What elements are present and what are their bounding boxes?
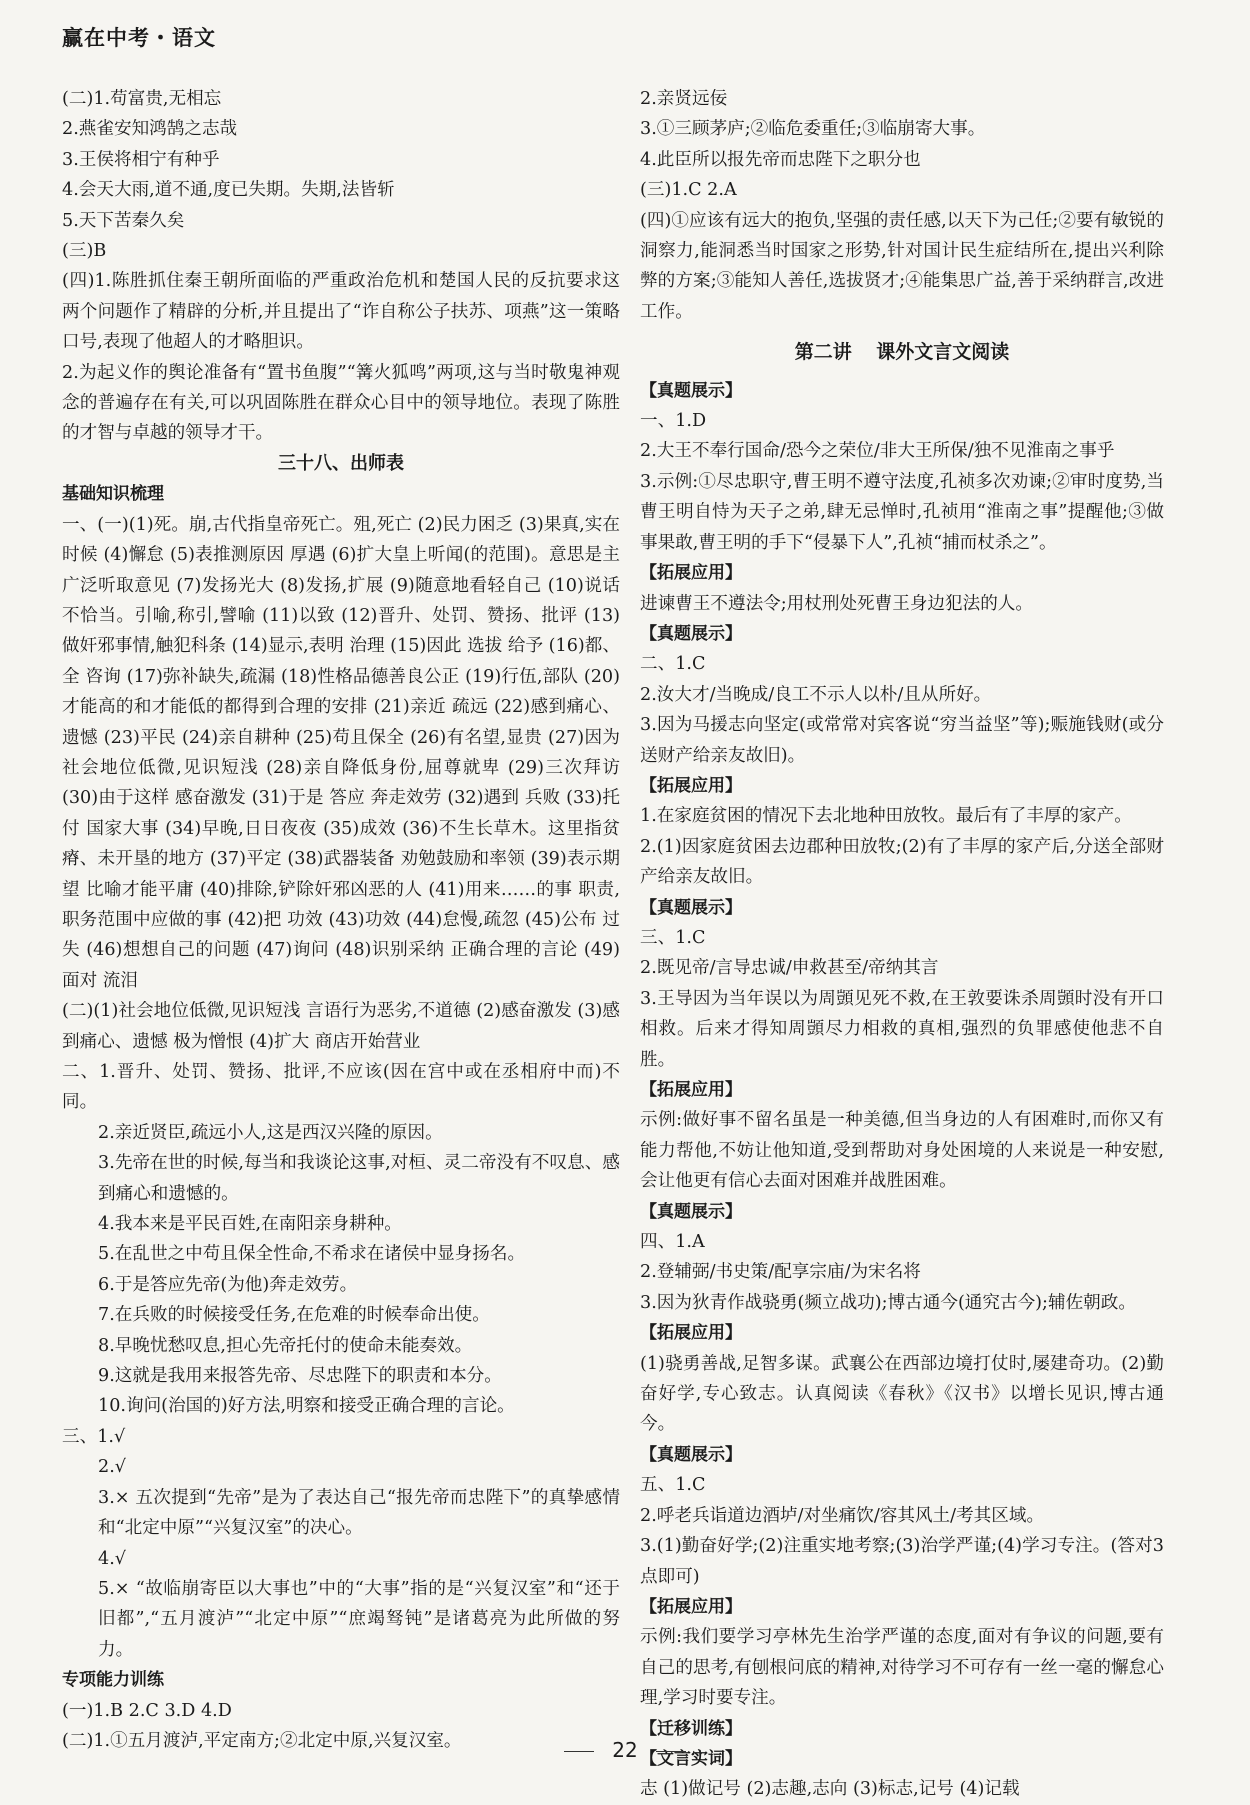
section-tag: 【拓展应用】 [640,563,742,584]
answer-paragraph: 示例:我们要学习亭林先生治学严谨的态度,面对有争议的问题,要有自己的思考,有刨根问底的精神,对待学习不可存有一丝一毫的懈怠心理,学习时要专注。 [640,1627,1164,1709]
answer-paragraph: 五、1.C [640,1475,706,1496]
answer-paragraph: 3.(1)勤奋好学;(2)注重实地考察;(3)治学严谨;(4)学习专注。(答对3点即可) [640,1536,1164,1587]
answer-paragraph: 2.燕雀安知鸿鹄之志哉 [62,119,238,140]
answer-paragraph: 3.①三顾茅庐;②临危委重任;③临崩寄大事。 [640,119,986,140]
answer-paragraph: (二)1.①五月渡泸,平定南方;②北定中原,兴复汉室。 [62,1730,462,1751]
section-tag: 【拓展应用】 [640,1323,742,1344]
book-header-title: 赢在中考・语文 [62,26,216,50]
footer-dash-left [564,1751,594,1752]
answer-paragraph: 2.为起义作的舆论准备有“置书鱼腹”“篝火狐鸣”两项,这与当时敬鬼神观念的普遍存在有关,可以巩固陈胜在群众心目中的领导地位。表现了陈胜的才智与卓越的领导才干。 [62,362,620,444]
answer-paragraph: 三、1.C [640,927,706,948]
answer-paragraph: 1.在家庭贫困的情况下去北地种田放牧。最后有了丰厚的家产。 [640,806,1132,827]
answer-paragraph: 3.先帝在世的时候,每当和我谈论这事,对桓、灵二帝没有不叹息、感到痛心和遗憾的。 [98,1153,620,1204]
section-tag: 【真题展示】 [640,897,742,918]
answer-paragraph: 3.王导因为当年误以为周顗见死不救,在王敦要诛杀周顗时没有开口相救。后来才得知周顗尽力相救的真相,强烈的负罪感使他悲不自胜。 [640,988,1164,1070]
section-tag: 【文言实词】 [640,1748,742,1769]
answer-paragraph: 3.示例:①尽忠职守,曹王明不遵守法度,孔祯多次劝谏;②审时度势,当曹王明自恃为天子之弟,肆无忌惮时,孔祯用“淮南之事”提醒他;③做事果敢,曹王明的手下“侵暴下人”,孔祯“捕而杖杀之”。 [640,471,1164,553]
section-tag: 【真题展示】 [640,623,742,644]
subsection-title: 专项能力训练 [62,1670,164,1691]
answer-paragraph: 2.亲贤远佞 [640,89,728,109]
answer-paragraph: 2.呼老兵诣道边酒垆/对坐痛饮/容其风土/考其区域。 [640,1505,1045,1526]
answer-paragraph: 进谏曹王不遵法令;用杖刑处死曹王身边犯法的人。 [640,593,1033,614]
left-column [62,84,620,1756]
answer-paragraph: (1)骁勇善战,足智多谋。武襄公在西部边境打仗时,屡建奇功。(2)勤奋好学,专心致志。认真阅读《春秋》《汉书》以增长见识,博古通今。 [640,1353,1164,1435]
section-title: 三十八、出师表 [278,452,404,474]
answer-paragraph: 9.这就是我用来报答先帝、尽忠陛下的职责和本分。 [98,1366,502,1387]
lecture-title: 第二讲 课外文言文阅读 [794,341,1010,364]
section-tag: 【真题展示】 [640,1201,742,1222]
section-tag: 【真题展示】 [640,380,742,401]
subsection-title: 基础知识梳理 [62,484,164,505]
answer-paragraph: 4.√ [98,1548,126,1569]
answer-paragraph: 8.早晚忧愁叹息,担心先帝托付的使命未能奏效。 [98,1335,473,1356]
section-tag: 【真题展示】 [640,1444,742,1465]
answer-paragraph: 7.在兵败的时候接受任务,在危难的时候奉命出使。 [98,1305,490,1326]
answer-paragraph: 2.大王不奉行国命/恐今之荣位/非大王所保/独不见淮南之事乎 [640,441,1115,462]
answer-paragraph: (四)1.陈胜抓住秦王朝所面临的严重政治危机和楚国人民的反抗要求这两个问题作了精辟的分析,并且提出了“诈自称公子扶苏、项燕”这一策略口号,表现了他超人的才略胆识。 [62,271,620,353]
page-number: 22 [612,1738,638,1762]
answer-paragraph: 一、1.D [640,411,707,432]
answer-paragraph: (四)①应该有远大的抱负,坚强的责任感,以天下为己任;②要有敏锐的洞察力,能洞悉当时国家之形势,针对国计民生症结所在,提出兴利除弊的方案;③能知人善任,选拔贤才;④能集思广益,善于采纳群言,改进工作。 [640,210,1164,322]
answer-paragraph: 示例:做好事不留名虽是一种美德,但当身边的人有困难时,而你又有能力帮他,不妨让他知道,受到帮助对身处困境的人来说是一种安慰,会让他更有信心去面对困难并战胜困难。 [640,1110,1164,1192]
answer-paragraph: 4.会天大雨,道不通,度已失期。失期,法皆斩 [62,180,395,201]
answer-paragraph: 5.天下苦秦久矣 [62,210,185,231]
answer-paragraph: (三)B [62,241,107,262]
section-tag: 【迁移训练】 [640,1718,742,1739]
answer-paragraph: 二、1.C [640,654,706,675]
answer-paragraph: 5.× “故临崩寄臣以大事也”中的“大事”指的是“兴复汉室”和“还于旧都”,“五月渡泸”“北定中原”“庶竭驽钝”是诸葛亮为此所做的努力。 [98,1578,620,1660]
answer-paragraph: 5.在乱世之中苟且保全性命,不希求在诸侯中显身扬名。 [98,1244,526,1265]
answer-paragraph: (二)1.苟富贵,无相忘 [62,89,222,109]
answer-paragraph: 四、1.A [640,1232,705,1253]
section-tag: 【拓展应用】 [640,1080,742,1100]
section-tag: 【拓展应用】 [640,1596,742,1617]
answer-paragraph: 10.询问(治国的)好方法,明察和接受正确合理的言论。 [98,1396,515,1417]
page-footer [0,1738,1250,1762]
answer-paragraph: 2.既见帝/言导忠诚/申救甚至/帝纳其言 [640,958,939,979]
footer-dash-right [656,1751,686,1752]
answer-paragraph: 2.汝大才/当晚成/良工不示人以朴/且从所好。 [640,684,992,705]
answer-paragraph: 2.亲近贤臣,疏远小人,这是西汉兴隆的原因。 [98,1122,443,1143]
answer-paragraph: 二、1.晋升、处罚、赞扬、批评,不应该(因在宫中或在丞相府中而)不同。 [62,1062,620,1113]
right-column [640,84,1164,1805]
answer-paragraph: 一、(一)(1)死。崩,古代指皇帝死亡。殂,死亡 (2)民力困乏 (3)果真,实在 时候 (4)懈怠 (5)表推测原因 厚遇 (6)扩大皇上听闻(的范围)。意思是主广泛听取意见 (7)发扬光大 (8)发扬,扩展 (9)随意地看轻自己 (10)说话不恰当。引喻,称引,譬喻 (11)以致 (12)晋升、处罚、赞扬、批评 (13)做奸邪事情,触犯科条 (14)显示,表明 治理 (15)因此 选拔 给予 (16)都、全 咨询 (17)弥补缺失,疏漏 (18)性格品德善良公正 (19)行伍,部队 (20)才能高的和才能低的都得到合理的安排 (21)亲近 疏远 (22)感到痛心、遗憾 (23)平民 (24)亲自耕种 (25)苟且保全 (26)有名望,显贵 (27)因为 社会地位低微,见识短浅 (28)亲自降低身份,屈尊就卑 (29)三次拜访 (30)由于这样 感奋激发 (31)于是 答应 奔走效劳 (32)遇到 兵败 (33)托付 国家大事 (34)早晚,日日夜夜 (35)成效 (36)不生长草木。这里指贫瘠、未开垦的地方 (37)平定 (38)武器装备 劝勉鼓励和率领 (39)表示期望 比喻才能平庸 (40)排除,铲除奸邪凶恶的人 (41)用来……的事 职责,职务范围中应做的事 (42)把 功效 (43)功效 (44)怠慢,疏忽 (45)公布 过失 (46)想想自己的问题 (47)询问 (48)识别采纳 正确合理的言论 (49)面对 流泪 [62,514,620,991]
answer-paragraph: 3.因为马援志向坚定(或常常对宾客说“穷当益坚”等);赈施钱财(或分送财产给亲友故旧)。 [640,715,1164,766]
answer-paragraph: 志 (1)做记号 (2)志趣,志向 (3)标志,记号 (4)记载 [640,1779,1020,1800]
answer-paragraph: 三、1.√ [62,1426,126,1447]
answer-paragraph: 2.(1)因家庭贫困去边郡种田放牧;(2)有了丰厚的家产后,分送全部财产给亲友故旧。 [640,836,1164,888]
answer-paragraph: 4.我本来是平民百姓,在南阳亲身耕种。 [98,1214,402,1235]
answer-paragraph: 6.于是答应先帝(为他)奔走效劳。 [98,1274,358,1295]
answer-paragraph: 2.登辅弼/书史策/配享宗庙/为宋名将 [640,1262,921,1283]
answer-paragraph: 3.王侯将相宁有种乎 [62,149,220,170]
answer-paragraph: 3.因为狄青作战骁勇(频立战功);博古通今(通究古今);辅佐朝政。 [640,1292,1136,1313]
answer-paragraph: (三)1.C 2.A [640,180,737,201]
answer-paragraph: (一)1.B 2.C 3.D 4.D [62,1700,232,1721]
section-tag: 【拓展应用】 [640,775,742,796]
answer-paragraph: 4.此臣所以报先帝而忠陛下之职分也 [640,149,921,170]
answer-paragraph: (二)(1)社会地位低微,见识短浅 言语行为恶劣,不道德 (2)感奋激发 (3)感到痛心、遗憾 极为憎恨 (4)扩大 商店开始营业 [62,1001,620,1052]
answer-paragraph: 2.√ [98,1457,126,1478]
answer-paragraph: 3.× 五次提到“先帝”是为了表达自己“报先帝而忠陛下”的真挚感情和“北定中原”“兴复汉室”的决心。 [98,1487,620,1539]
